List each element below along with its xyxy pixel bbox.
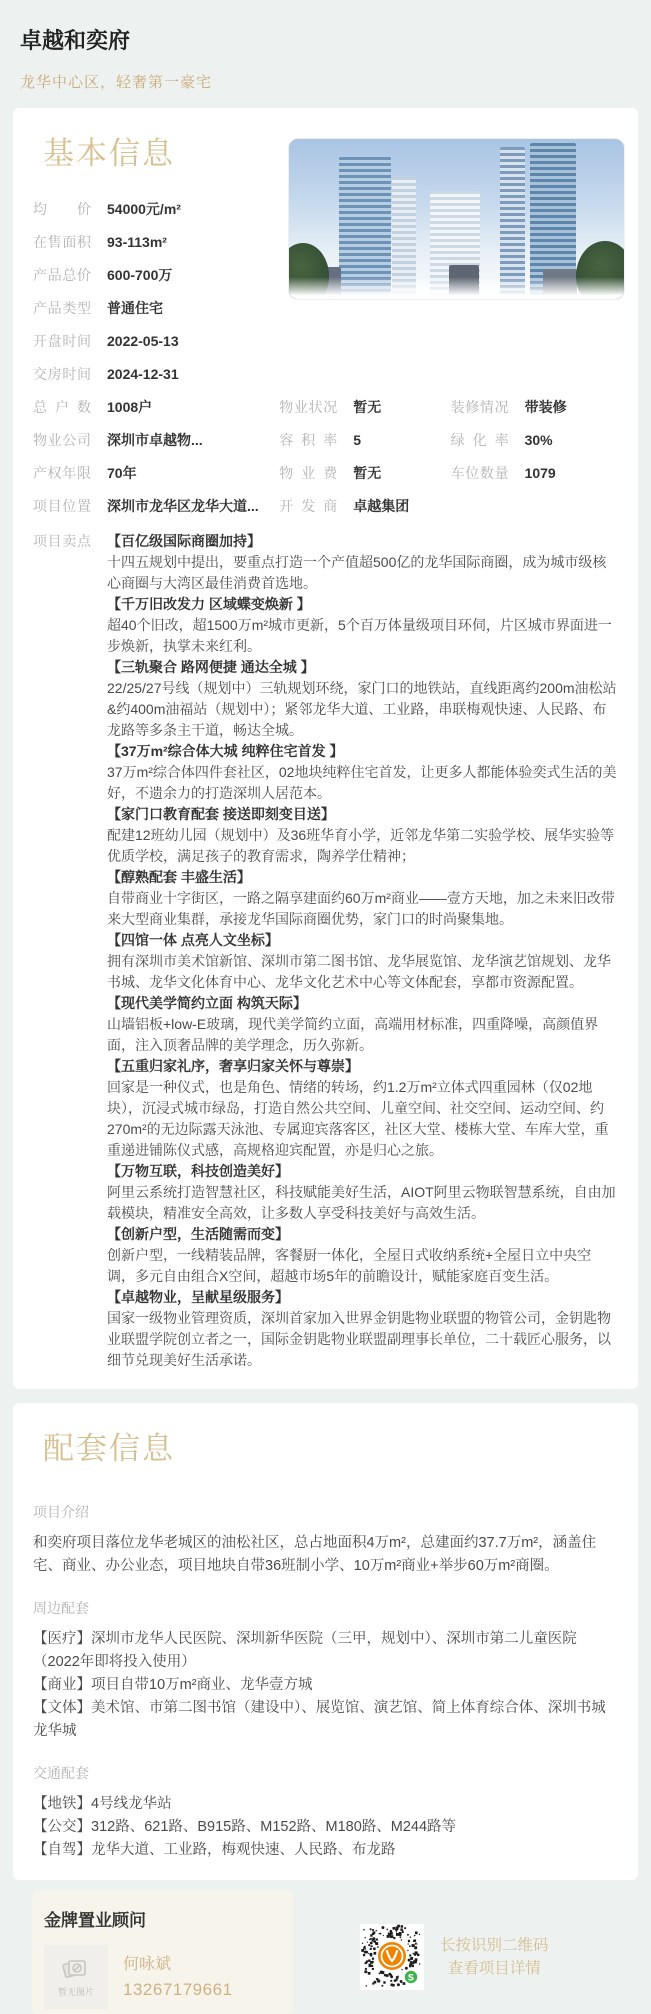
info-label: 产品类型 (33, 300, 91, 316)
no-image-caption: 暂无图片 (57, 1987, 94, 1997)
consultant-info (123, 1951, 233, 2000)
info-label: 总户数 (33, 399, 91, 415)
info-row-plot-ratio (279, 430, 450, 450)
info-value: 600-700万 (107, 267, 173, 283)
qr-caption-line1: 长按识别二维码 (440, 1937, 549, 1954)
info-label: 在售面积 (33, 234, 91, 250)
mist-overlay (289, 277, 624, 299)
basic-info-card (13, 108, 638, 1389)
info-value: 54000元/m² (107, 201, 181, 217)
footer (32, 1891, 651, 2014)
info-row-parking (451, 463, 618, 483)
grid-column-2 (279, 397, 450, 529)
info-label: 产权年限 (33, 465, 91, 481)
info-row-property-company (33, 430, 279, 450)
consultant-card (32, 1891, 293, 2014)
info-value: 暂无 (353, 399, 382, 415)
basic-info-grid (33, 397, 618, 529)
info-value: 2024-12-31 (107, 366, 179, 382)
consultant-phone[interactable]: 13267179661 (123, 1980, 233, 1999)
info-label: 开发商 (279, 498, 338, 514)
grid-column-3 (451, 397, 618, 529)
info-row-location (33, 496, 279, 516)
info-label: 项目位置 (33, 498, 91, 514)
basic-info-title: 基本信息 (43, 136, 175, 171)
qr-code[interactable] (360, 1924, 424, 1990)
intro-label: 项目介绍 (33, 1504, 89, 1520)
qr-block (360, 1924, 549, 1990)
selling-points-section (33, 531, 618, 1371)
info-value: 深圳市卓越物... (107, 432, 203, 448)
transport-lines: 【地铁】4号线龙华站 【公交】312路、621路、B915路、M152路、M180路、M244路等 【自驾】龙华大道、工业路，梅观快速、人民路、布龙路 (33, 1796, 457, 1858)
no-image-icon (61, 1956, 91, 1982)
info-label: 容积率 (279, 432, 338, 448)
info-value: 93-113m² (107, 234, 167, 250)
nearby-label: 周边配套 (33, 1600, 89, 1616)
info-label: 绿化率 (450, 432, 509, 448)
info-row-households (33, 397, 279, 417)
info-row-developer (279, 496, 450, 516)
page-title: 卓越和奕府 (20, 28, 131, 53)
project-rendering-image[interactable] (288, 138, 625, 300)
info-row-tenure (33, 463, 279, 483)
nearby-lines: 【医疗】深圳市龙华人民医院、深圳新华医院（三甲，规划中）、深圳市第二儿童医院（2022年即将投入使用） 【商业】项目自带10万m²商业、龙华壹方城 【文体】美术馆、市第二图书馆（建设中）、展览馆、演艺馆、简上体育综合体、深圳书城龙华城 (33, 1631, 606, 1739)
transport-label: 交通配套 (33, 1765, 89, 1781)
info-value: 带装修 (524, 399, 567, 415)
info-value: 深圳市龙华区龙华大道... (107, 498, 259, 514)
info-value: 1079 (524, 465, 556, 481)
amenities-title: 配套信息 (43, 1431, 175, 1466)
page-subtitle: 龙华中心区，轻奢第一豪宅 (20, 74, 213, 91)
info-label: 开盘时间 (33, 333, 91, 349)
info-value: 普通住宅 (107, 300, 163, 316)
page-header (0, 0, 651, 92)
intro-text: 和奕府项目落位龙华老城区的油松社区，总占地面积4万m²，总建面约37.7万m²，涵盖住宅、商业、办公业态，项目地块自带36班制小学、10万m²商业+举步60万m²商圈。 (33, 1535, 597, 1574)
amenities-card (13, 1403, 638, 1880)
info-label: 装修情况 (450, 399, 509, 415)
info-value: 暂无 (353, 465, 382, 481)
consultant-avatar-placeholder (44, 1945, 108, 2009)
info-label: 物业费 (279, 465, 338, 481)
info-value: 70年 (107, 465, 137, 481)
selling-points-label: 项目卖点 (33, 533, 91, 549)
consultant-title: 金牌置业顾问 (44, 1911, 146, 1930)
selling-points-text: 【百亿级国际商圈加持】 十四五规划中提出，要重点打造一个产值超500亿的龙华国际商圈，成为城市级核心商圈与大湾区最佳消费首选地。 【千万旧改发力 区域蝶变焕新 】 超40个旧改，超1500万m²城市更新，5个百万体量级项目环伺，片区城市界面进一步焕新，执掌未来红利。 【三轨聚合 路网便捷 通达全城 】 22/25/27号线（规划中）三轨规划环绕，家门口的地铁站，直线距离约200m油松站&约400m油福站（规划中）；紧邻龙华大道、工业路，串联梅观快速、人民路、布龙路等多条主干道，畅达全城。 【37万m²综合体大城 纯粹住宅首发 】 37万m²综合体四件套社区，02地块纯粹住宅首发，让更多人都能体验奕式生活的美好，不遗余力的打造深圳人居范本。 【家门口教育配套 接送即刻变目送】 配建12班幼儿园（规划中）及36班华育小学，近邻龙华第二实验学校、展华实验等优质学校，满足孩子的教育需求，陶养学仕精神； 【醇熟配套 丰盛生活】 自带商业十字街区，一路之隔享建面约60万m²商业——壹方天地，加之未来旧改带来大型商业集群，承接龙华国际商圈优势，家门口的时尚聚集地。 【四馆一体 点亮人文坐标】 拥有深圳市美术馆新馆、深圳市第二图书馆、龙华展览馆、龙华演艺馆规划、龙华书城、龙华文化体育中心、龙华文化艺术中心等文体配套，享都市资源配置。 【现代美学简约立面 构筑天际】 山墙铝板+low-E玻璃，现代美学简约立面，高端用材标准，四重降噪，高颜值界面，注入顶奢品牌的美学理念，历久弥新。 【五重归家礼序，奢享归家关怀与尊崇】 回家是一种仪式，也是角色、情绪的转场，约1.2万m²立体式四重园林（仅02地块），沉浸式城市绿岛，打造自然公共空间、儿童空间、社交空间、运动空间、约270m²的无边际露天泳池、专属迎宾落客区，社区大堂、楼栋大堂、车库大堂，重重递进铺陈仪式感，高规格迎宾配置，亦是归心之旅。 【万物互联，科技创造美好】 阿里云系统打造智慧社区，科技赋能美好生活，AIOT阿里云物联智慧系统，自由加载模块，精准安全高效，让多数人享受科技美好与高效生活。 【创新户型，生活随需而变】 创新户型，一线精装品牌，客餐厨一体化，全屋日式收纳系统+全屋日立中央空调，多元自由组合X空间，超越市场5年的前瞻设计，赋能家庭百变生活。 【卓越物业，呈献星级服务】 国家一级物业管理资质，深圳首家加入世界金钥匙物业联盟的物管公司，金钥匙物业联盟学院创立者之一，国际金钥匙物业联盟副理事长单位，二十载匠心服务，以细节兑现美好生活承诺。 (107, 533, 617, 1368)
info-label: 均价 (33, 201, 91, 217)
qr-caption-line2: 查看项目详情 (447, 1960, 541, 1977)
info-label: 物业公司 (33, 432, 91, 448)
info-row-greening-rate (451, 430, 618, 450)
info-value: 卓越集团 (353, 498, 410, 514)
info-row-decoration (451, 397, 618, 417)
info-row-property-status (279, 397, 450, 417)
consultant-body (44, 1945, 281, 2009)
qr-code-graphic (360, 1924, 424, 1990)
info-row-property-fee (279, 463, 450, 483)
qr-caption (440, 1934, 549, 1980)
consultant-name: 何咏斌 (123, 1956, 172, 1973)
basic-info-rows (33, 199, 288, 384)
info-row-price (33, 199, 288, 219)
info-row-opening-date (33, 331, 288, 351)
info-value: 30% (524, 432, 553, 448)
info-row-delivery-date (33, 364, 288, 384)
info-row-area (33, 232, 288, 252)
info-label: 产品总价 (33, 267, 91, 283)
info-label: 车位数量 (450, 465, 509, 481)
info-row-type (33, 298, 288, 318)
info-value: 5 (353, 432, 362, 448)
info-value: 2022-05-13 (107, 333, 179, 349)
info-value: 1008户 (107, 399, 153, 415)
info-label: 交房时间 (33, 366, 91, 382)
info-row-total-price (33, 265, 288, 285)
info-label: 物业状况 (279, 399, 338, 415)
svg-text:S: S (407, 1973, 415, 1984)
grid-column-1 (33, 397, 279, 529)
